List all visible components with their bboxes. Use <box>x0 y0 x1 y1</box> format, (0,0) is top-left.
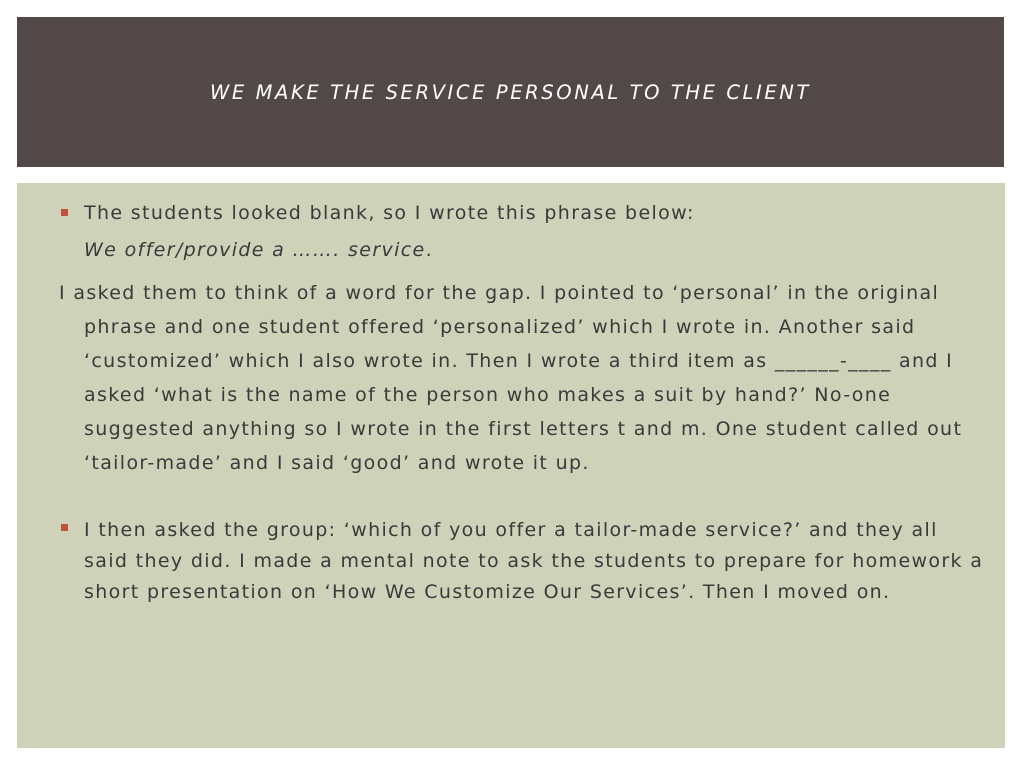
bullet-square-icon <box>61 524 68 531</box>
phrase-line <box>84 239 433 261</box>
slide-title: WE MAKE THE SERVICE PERSONAL TO THE CLIENT <box>210 80 811 104</box>
body-paragraph: I asked them to think of a word for the gap. I pointed to ‘personal’ in the original phrase and one student offered ‘personalized’ which I wrote in. Another said ‘customized’ which I also wrote in. Then I wrote a third item as ______-____ and I asked ‘what is the name of the person who makes a suit by hand?’ No-one suggested anything so I wrote in the first letters t and m. One student called out ‘tailor-made’ and I said ‘good’ and wrote it up. <box>59 282 963 474</box>
phrase-italic: We offer/provide a ……. service <box>84 239 426 261</box>
title-bar <box>17 17 1004 167</box>
bullet-2-text: I then asked the group: ‘which of you offer a tailor-made service?’ and they all said they did. I made a mental note to ask the students to prepare for homework a short presentation on ‘How We Customize Our Services’. Then I moved on. <box>84 519 984 603</box>
phrase-end: . <box>425 239 433 261</box>
bullet-1-text: The students looked blank, so I wrote this phrase below: <box>84 202 695 224</box>
bullet-square-icon <box>61 209 68 216</box>
